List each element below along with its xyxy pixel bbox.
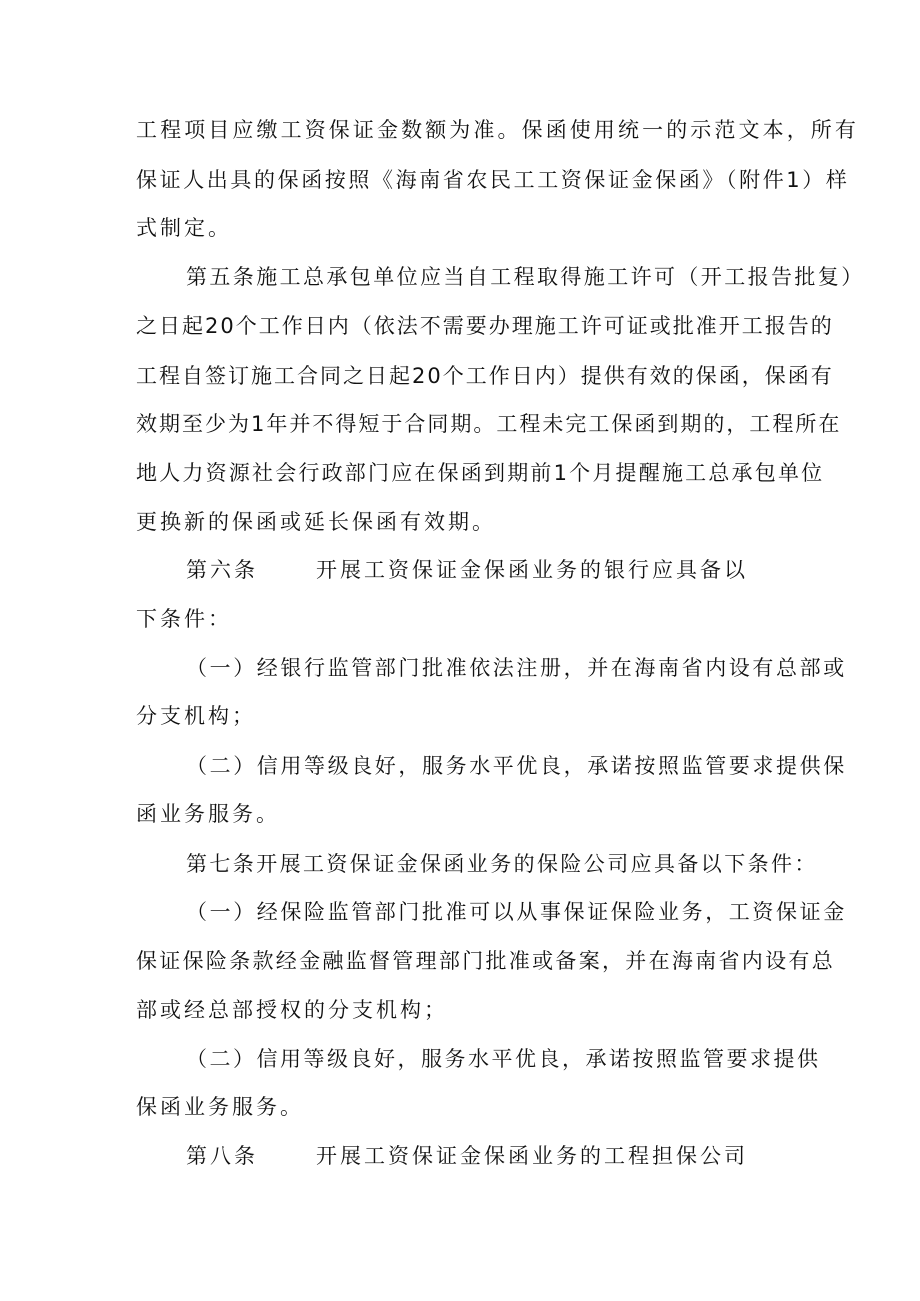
text-line: 效期至少为1年并不得短于合同期。工程未完工保函到期的，工程所在	[136, 412, 842, 436]
text-line: 地人力资源社会行政部门应在保函到期前1个月提醒施工总承包单位	[136, 461, 825, 485]
text-line: 式制定。	[136, 216, 232, 240]
text-line: （二）信用等级良好，服务水平优良，承诺按照监管要求提供保	[186, 754, 847, 778]
text-line: 保证保险条款经金融监督管理部门批准或备案，并在海南省内设有总	[136, 949, 835, 973]
text-line: 工程项目应缴工资保证金数额为准。保函使用统一的示范文本，所有	[136, 118, 859, 142]
article-label: 第八条	[186, 1144, 258, 1168]
article-six-heading	[186, 554, 748, 586]
text-line: 保证人出具的保函按照《海南省农民工工资保证金保函》（附件1）样	[136, 168, 850, 192]
text-line: 部或经总部授权的分支机构；	[136, 998, 448, 1022]
text-line: 工程自签订施工合同之日起20个工作日内）提供有效的保函，保函有	[136, 364, 834, 388]
text-line: 函业务服务。	[136, 802, 280, 826]
text-line: 保函业务服务。	[136, 1095, 304, 1119]
article-text: 开展工资保证金保函业务的银行应具备以	[316, 558, 748, 582]
article-label: 第六条	[186, 558, 258, 582]
text-line: 第五条施工总承包单位应当自工程取得施工许可（开工报告批复）	[186, 265, 865, 289]
text-line: （一）经银行监管部门批准依法注册，并在海南省内设有总部或	[186, 656, 847, 680]
text-line: （二）信用等级良好，服务水平优良，承诺按照监管要求提供	[186, 1047, 821, 1071]
article-eight-heading	[186, 1140, 748, 1172]
article-text: 开展工资保证金保函业务的工程担保公司	[316, 1144, 748, 1168]
text-line: 分支机构；	[136, 704, 256, 728]
text-line: 下条件：	[136, 607, 232, 631]
text-line: 第七条开展工资保证金保函业务的保险公司应具备以下条件：	[186, 852, 818, 876]
text-line: 之日起20个工作日内（依法不需要办理施工许可证或批准开工报告的	[136, 314, 834, 338]
text-line: （一）经保险监管部门批准可以从事保证保险业务，工资保证金	[186, 900, 847, 924]
text-line: 更换新的保函或延长保函有效期。	[136, 510, 496, 534]
